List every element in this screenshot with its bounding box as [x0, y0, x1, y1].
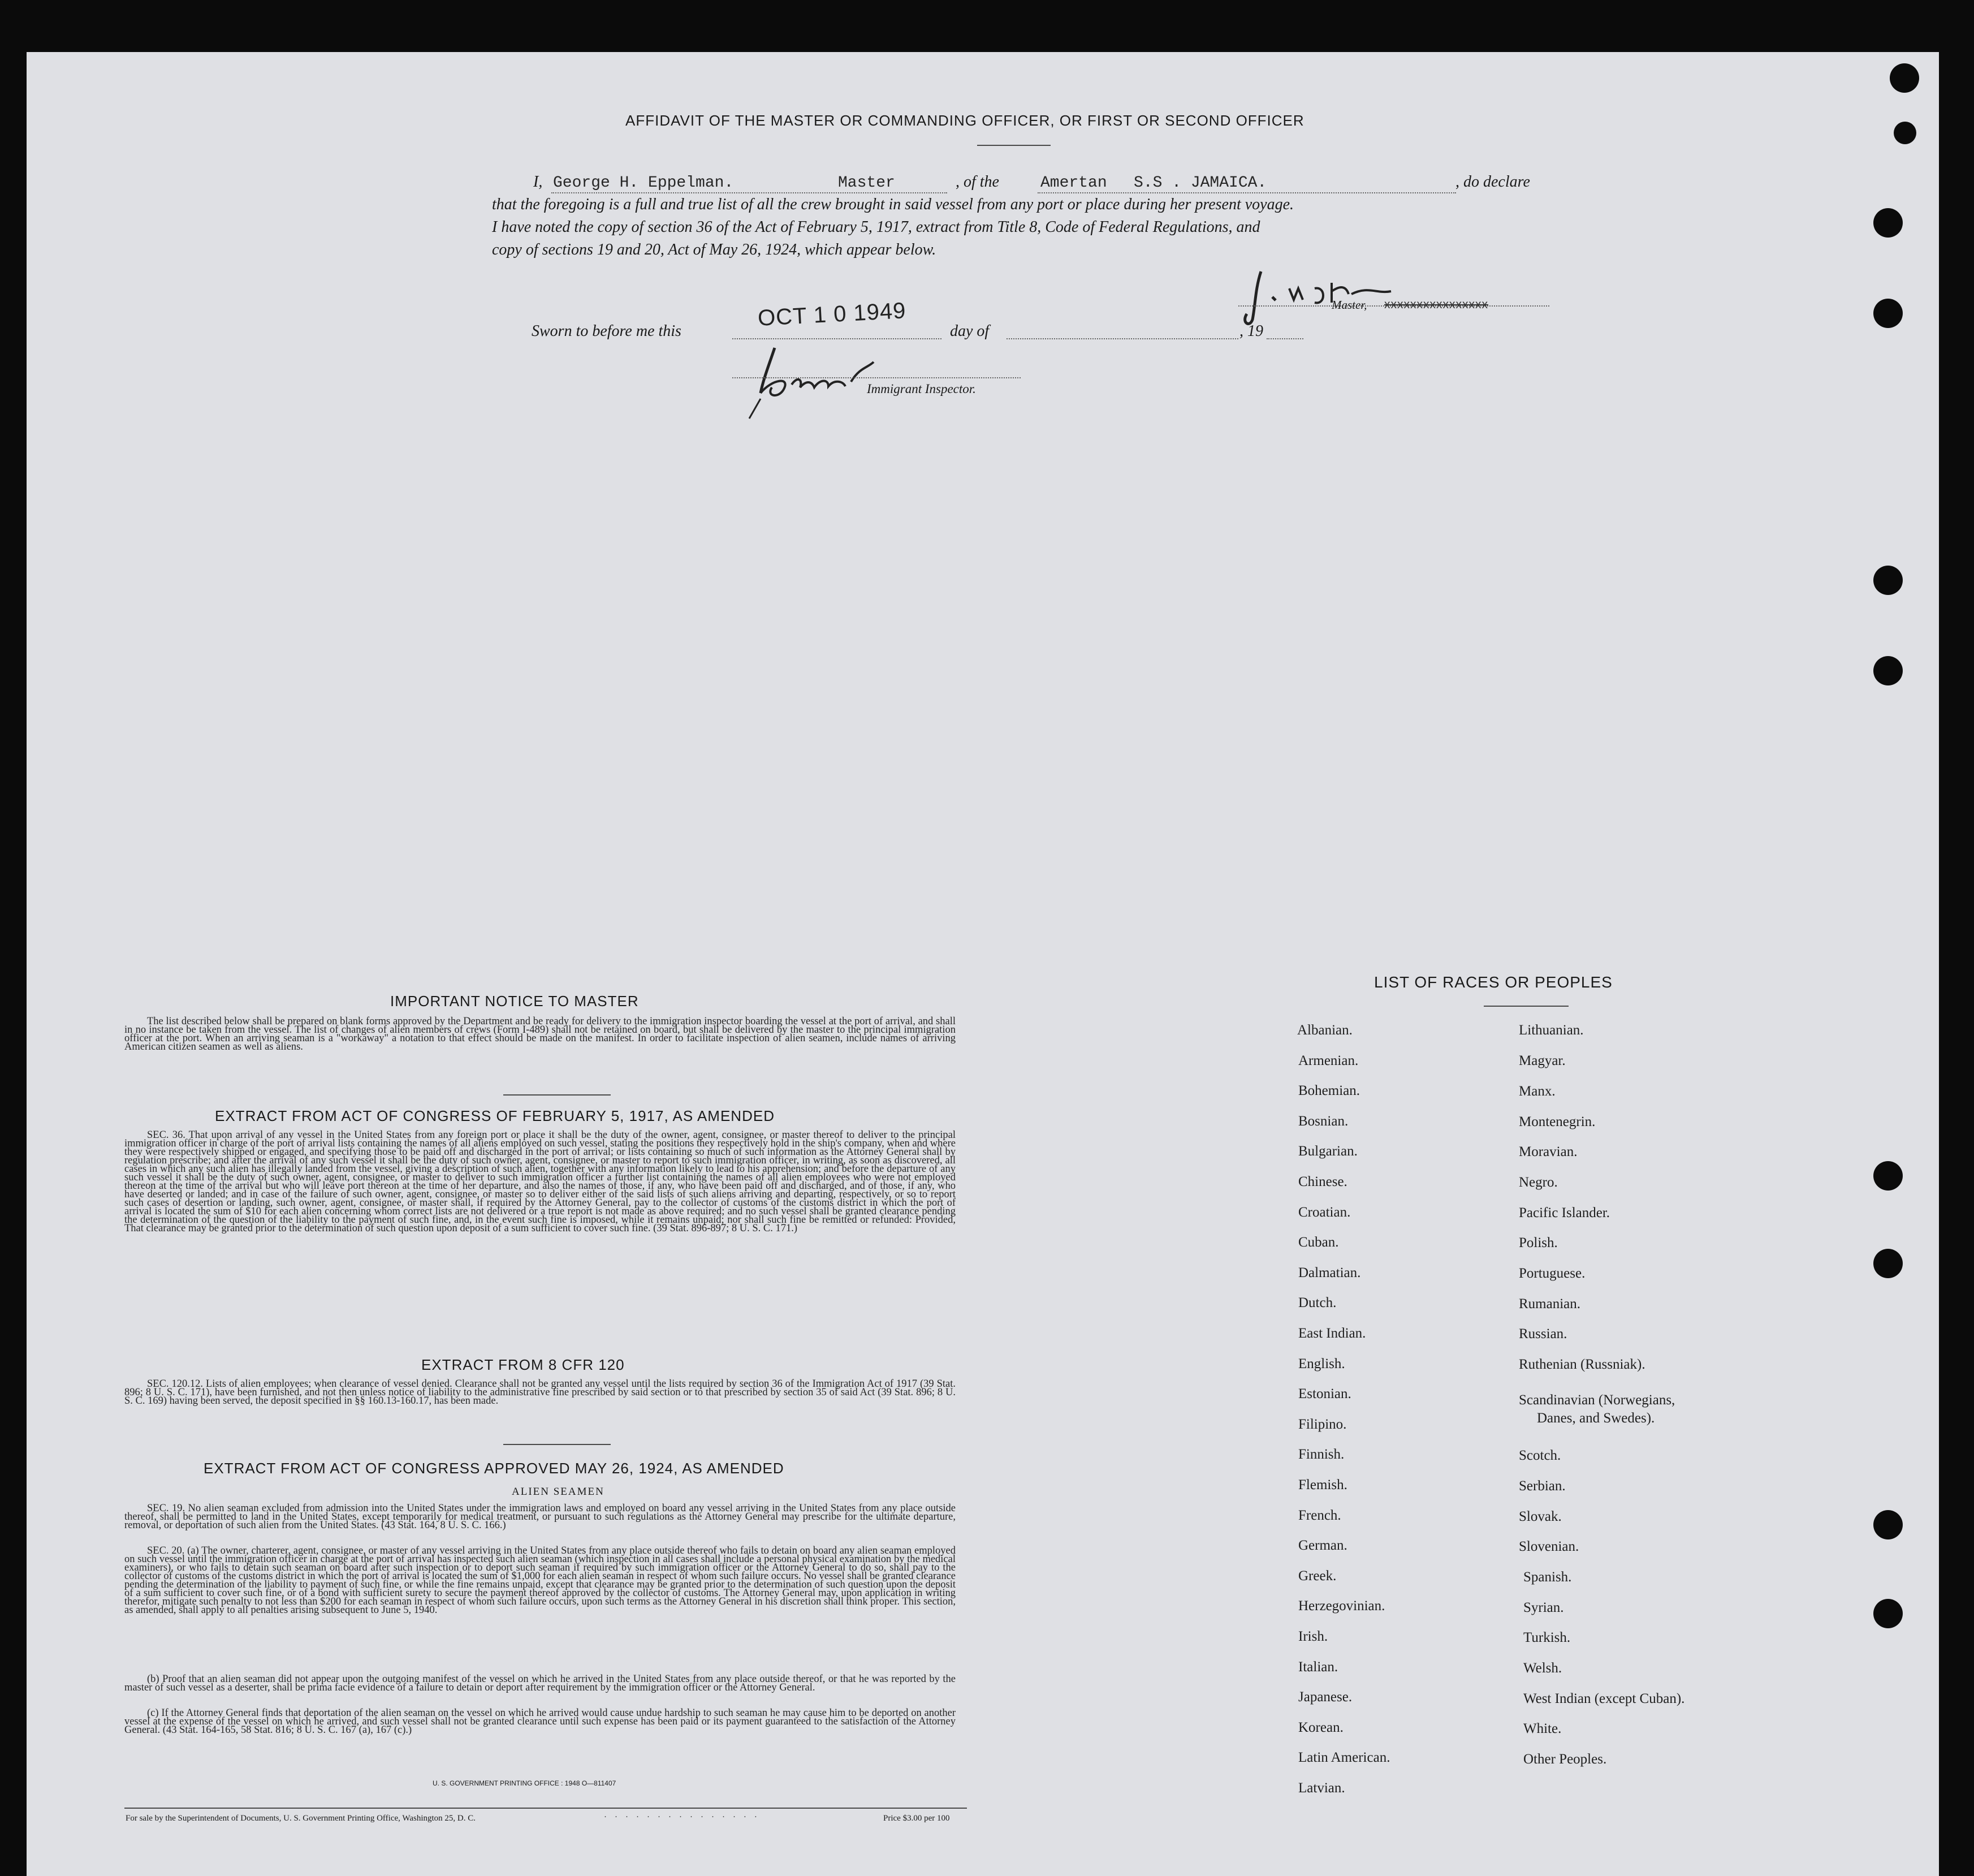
- sec20a-body: SEC. 20. (a) The owner, charterer, agent, consignee, or master of any vessel arriving in the United States from any place outside thereof who fails to detain on board any alien seaman employed on such vessel until the immigration officer in charge at the port of arrival has inspected such alien seaman (which inspection in all cases shall include a personal physical examination by the medical examiners), or who fails to detain such seaman on board after such inspection or to deport such seaman if required by such immigration officer or the Attorney General to do so, shall pay to the collector of customs of the customs district in which the port of arrival is located the sum of $1,000 for each alien seaman in respect of whom such failure occurs. No vessel shall be granted clearance pending the determination of the liability to payment of such fine, or while the fine remains unpaid, except that clearance may be granted prior to the determination of such question upon the deposit of a sum sufficient to cover such fine, or of a bond with sufficient surety to secure the payment thereof approved by the collector of customs. The Attorney General may, upon application in writing therefor, mitigate such penalty to not less than $200 for each seaman in respect of whom such failure occurs, upon such terms as the Attorney General in his discretion shall think proper. This section, as amended, shall apply to all penalties arising subsequent to June 5, 1940.: [124, 1545, 956, 1616]
- race-item: Moravian.: [1519, 1144, 1578, 1159]
- title-underline: [977, 145, 1051, 146]
- race-item: Japanese.: [1298, 1689, 1353, 1705]
- race-item: Russian.: [1519, 1326, 1567, 1342]
- punch-hole-icon: [1890, 63, 1919, 93]
- extract-1917-title: EXTRACT FROM ACT OF CONGRESS OF FEBRUARY 5, 1917, AS AMENDED: [215, 1107, 775, 1124]
- race-item: Dalmatian.: [1298, 1265, 1361, 1280]
- race-item: East Indian.: [1298, 1326, 1366, 1341]
- do-declare-text: , do declare: [1455, 173, 1530, 191]
- race-item: Korean.: [1298, 1719, 1344, 1735]
- race-item: Dutch.: [1298, 1295, 1337, 1311]
- punch-hole-icon: [1873, 1161, 1903, 1191]
- extract-cfr-title: EXTRACT FROM 8 CFR 120: [421, 1356, 625, 1373]
- races-title: LIST OF RACES OR PEOPLES: [1374, 973, 1613, 991]
- sworn-prefix: Sworn to before me this: [532, 322, 681, 340]
- race-item: Polish.: [1519, 1235, 1558, 1250]
- punch-hole-icon: [1873, 1249, 1903, 1278]
- extract-1924-title: EXTRACT FROM ACT OF CONGRESS APPROVED MAY 26, 1924, AS AMENDED: [204, 1460, 784, 1477]
- sworn-date-dotline: [732, 338, 941, 339]
- master-name: George H. Eppelman.: [553, 174, 734, 192]
- punch-hole-icon: [1873, 299, 1903, 328]
- year-dotline: [1267, 338, 1303, 339]
- race-item: Latin American.: [1298, 1750, 1390, 1766]
- race-item: Manx.: [1519, 1084, 1556, 1099]
- race-item: Flemish.: [1298, 1477, 1347, 1493]
- race-item: Bosnian.: [1298, 1113, 1349, 1129]
- race-item: Negro.: [1519, 1175, 1558, 1190]
- race-item: Greek.: [1298, 1568, 1337, 1584]
- sec20c-body: (c) If the Attorney General finds that deportation of the alien seaman on the vessel on which he arrived would cause undue hardship to such seaman he may cause him to be deported on another vessel at the expense of the vessel on which he arrived, and such vessel shall not be granted clearance until such expense has been paid or its payment guaranteed to the satisfaction of the Attorney General. (43 Stat. 164-165, 58 Stat. 816; 8 U. S. C. 167 (a), 167 (c).): [124, 1707, 956, 1736]
- race-item: Montenegrin.: [1519, 1114, 1596, 1129]
- race-item: Albanian.: [1297, 1023, 1353, 1038]
- race-item: Ruthenian (Russniak).: [1519, 1357, 1645, 1372]
- race-item: Croatian.: [1298, 1204, 1351, 1220]
- punch-hole-icon: [1894, 122, 1916, 144]
- race-item: Slovak.: [1519, 1509, 1562, 1524]
- punch-hole-icon: [1873, 1510, 1903, 1539]
- race-item: Chinese.: [1298, 1174, 1347, 1189]
- race-item: Lithuanian.: [1519, 1023, 1584, 1038]
- race-item: Italian.: [1298, 1659, 1338, 1675]
- race-item: Danes, and Swedes).: [1537, 1411, 1655, 1426]
- affidavit-line4: copy of sections 19 and 20, Act of May 26, 1924, which appear below.: [492, 241, 936, 258]
- year-prefix: , 19: [1239, 322, 1263, 340]
- race-item: Cuban.: [1298, 1235, 1339, 1250]
- race-item: Armenian.: [1298, 1053, 1359, 1068]
- race-item: Welsh.: [1523, 1661, 1562, 1676]
- affidavit-title: AFFIDAVIT OF THE MASTER OR COMMANDING OFFICER, OR FIRST OR SECOND OFFICER: [625, 112, 1305, 129]
- struck-title: xxxxxxxxxxxxxxxx: [1384, 298, 1488, 311]
- month-dotline: [1007, 338, 1238, 339]
- price-text: Price $3.00 per 100: [883, 1814, 950, 1823]
- of-the-text: , of the: [956, 173, 999, 191]
- vessel-dotline: [1038, 192, 1456, 193]
- sec19-body: SEC. 19. No alien seaman excluded from admission into the United States under the immigration laws and employed on board any vessel arriving in the United States from any place outside thereof, shall be permitted to land in the United States, except temporarily for medical treatment, or pursuant to such regulations as the Attorney General may prescribe for the ultimate departure, removal, or deportation of such alien from the United States. (43 Stat. 164, 8 U. S. C. 166.): [124, 1503, 956, 1531]
- vessel-nationality: Amertan: [1040, 174, 1107, 192]
- race-item: French.: [1298, 1507, 1341, 1523]
- race-item: Herzegovinian.: [1298, 1598, 1385, 1614]
- master-caption: Master,: [1332, 298, 1367, 312]
- punch-hole-icon: [1873, 656, 1903, 685]
- affidavit-line1-prefix: I,: [533, 173, 543, 191]
- race-item: Slovenian.: [1519, 1539, 1579, 1554]
- race-item: Other Peoples.: [1523, 1752, 1607, 1767]
- race-item: Rumanian.: [1519, 1296, 1581, 1312]
- punch-hole-icon: [1873, 1599, 1903, 1628]
- punch-hole-icon: [1873, 208, 1903, 238]
- race-item: Spanish.: [1523, 1569, 1572, 1585]
- alien-seamen-subtitle: ALIEN SEAMEN: [512, 1486, 604, 1498]
- sale-notice: For sale by the Superintendent of Documents, U. S. Government Printing Office, Washington 25, D. C.: [126, 1814, 476, 1823]
- race-item: Filipino.: [1298, 1416, 1347, 1432]
- race-item: Latvian.: [1298, 1780, 1345, 1796]
- sworn-date-stamp: OCT 1 0 1949: [757, 298, 907, 331]
- affidavit-line2: that the foregoing is a full and true list of all the crew brought in said vessel from any port or place during her present voyage.: [492, 196, 1294, 213]
- gpo-imprint: U. S. GOVERNMENT PRINTING OFFICE : 1948 O—811407: [433, 1779, 616, 1787]
- inspector-dotline: [732, 377, 1021, 378]
- race-item: English.: [1298, 1356, 1345, 1372]
- extract-cfr-body: SEC. 120.12. Lists of alien employees; when clearance of vessel denied. Clearance shall not be granted any vessel until the lists required by section 36 of the Immigration Act of 1917 (39 Stat. 896; 8 U. S. C. 171), have been furnished, and not then unless notice of liability to the administrative fine prescribed by said section or to that prescribed by section 35 of said Act (39 Stat. 896; 8 U. S. C. 169) having been served, the deposit specified in §§ 160.13-160.17, has been made.: [124, 1378, 956, 1407]
- master-rank: Master: [838, 174, 895, 192]
- race-item: West Indian (except Cuban).: [1523, 1691, 1685, 1706]
- race-item: Portuguese.: [1519, 1266, 1586, 1281]
- race-item: German.: [1298, 1538, 1347, 1554]
- sale-dots: ···············: [604, 1813, 765, 1822]
- races-underline: [1484, 1006, 1569, 1007]
- name-dotline: [551, 192, 947, 193]
- day-of-text: day of: [950, 322, 990, 340]
- master-signature: [1238, 266, 1408, 328]
- race-item: Scandinavian (Norwegians,: [1519, 1392, 1675, 1408]
- race-item: Scotch.: [1519, 1448, 1561, 1463]
- race-item: Estonian.: [1298, 1386, 1351, 1402]
- race-item: Bulgarian.: [1298, 1144, 1358, 1159]
- cfr-divider: [503, 1444, 611, 1445]
- race-item: Pacific Islander.: [1519, 1205, 1610, 1221]
- inspector-caption: Immigrant Inspector.: [867, 382, 976, 396]
- race-item: Magyar.: [1519, 1053, 1566, 1068]
- vessel-name: S.S . JAMAICA.: [1134, 174, 1267, 192]
- notice-divider: [503, 1094, 611, 1096]
- notice-body: The list described below shall be prepared on blank forms approved by the Department and be ready for delivery to the immigration inspector boarding the vessel at the port of arrival, and shall in no instance be taken from the vessel. The list of changes of alien members of crews (Form I-489) shall not be retained on board, but shall be delivered by the master to the principal immigration officer at the port. When an arriving seaman is a "workaway" a notation to that effect should be made on the manifest. In order to facilitate inspection of alien seamen, include names of arriving American citizen seamen as well as aliens.: [124, 1016, 956, 1053]
- footer-rule: [124, 1808, 967, 1809]
- affidavit-line3: I have noted the copy of section 36 of the Act of February 5, 1917, extract from Title 8, Code of Federal Regulations, and: [492, 218, 1260, 236]
- punch-hole-icon: [1873, 566, 1903, 595]
- notice-title: IMPORTANT NOTICE TO MASTER: [390, 993, 639, 1010]
- race-item: White.: [1523, 1721, 1562, 1736]
- race-item: Irish.: [1298, 1629, 1328, 1644]
- race-item: Turkish.: [1523, 1630, 1571, 1645]
- race-item: Bohemian.: [1298, 1083, 1360, 1099]
- sec20b-body: (b) Proof that an alien seaman did not appear upon the outgoing manifest of the vessel on which he arrived in the United States from any place outside thereof, or that he was reported by the master of such vessel as a deserter, shall be prima facie evidence of a failure to detain or deport after requirement by the immigration officer or the Attorney General.: [124, 1674, 956, 1693]
- race-item: Syrian.: [1523, 1600, 1564, 1615]
- extract-1917-body: SEC. 36. That upon arrival of any vessel in the United States from any foreign port or place it shall be the duty of the owner, agent, consignee, or master thereof to deliver to the principal immigration officer in charge of the port of arrival lists containing the names of all aliens employed on such vessel, stating the positions they respectively hold in the ship's company, when and where they were respectively shipped or engaged, and specifying those to be paid off and discharged in the port of arrival; or lists containing so much of such information as the Attorney General shall by regulation prescribe; and after the arrival of any such vessel it shall be the duty of such owner, agent, consignee, or master to report to such immigration officer, in writing, as soon as discovered, all cases in which any such alien has illegally landed from the vessel, giving a description of such alien, together with any information likely to lead to his apprehension; and before the departure of any such vessel it shall be the duty of such owner, agent, consignee, or master to deliver to such immigration officer a further list containing the names of all alien employees who were not employed thereon at the time of the arrival but who will leave port thereon at the time of her departure, and also the names of those, if any, who have been paid off and discharged, and of those, if any, who have deserted or landed; and in case of the failure of such owner, agent, consignee, or master so to deliver either of the said lists of such aliens arriving and departing, respectively, or so to report such cases of desertion or landing, such owner, agent, consignee, or master shall, if required by the Attorney General, pay to the collector of customs of the customs district in which the port of arrival is located the sum of $10 for each alien concerning whom correct lists are not delivered or a true report is not made as above required; and no such vessel shall be granted clearance pending the determination of the question of the liability to the payment of such fine, and, in the event such fine is imposed, while it remains unpaid; nor shall such fine be remitted or refunded: Provided, That clearance may be granted prior to the determination of such question upon deposit of a sum sufficient to cover such fine. (39 Stat. 896-897; 8 U. S. C. 171.): [124, 1129, 956, 1234]
- race-item: Finnish.: [1298, 1447, 1345, 1463]
- race-item: Serbian.: [1519, 1478, 1566, 1494]
